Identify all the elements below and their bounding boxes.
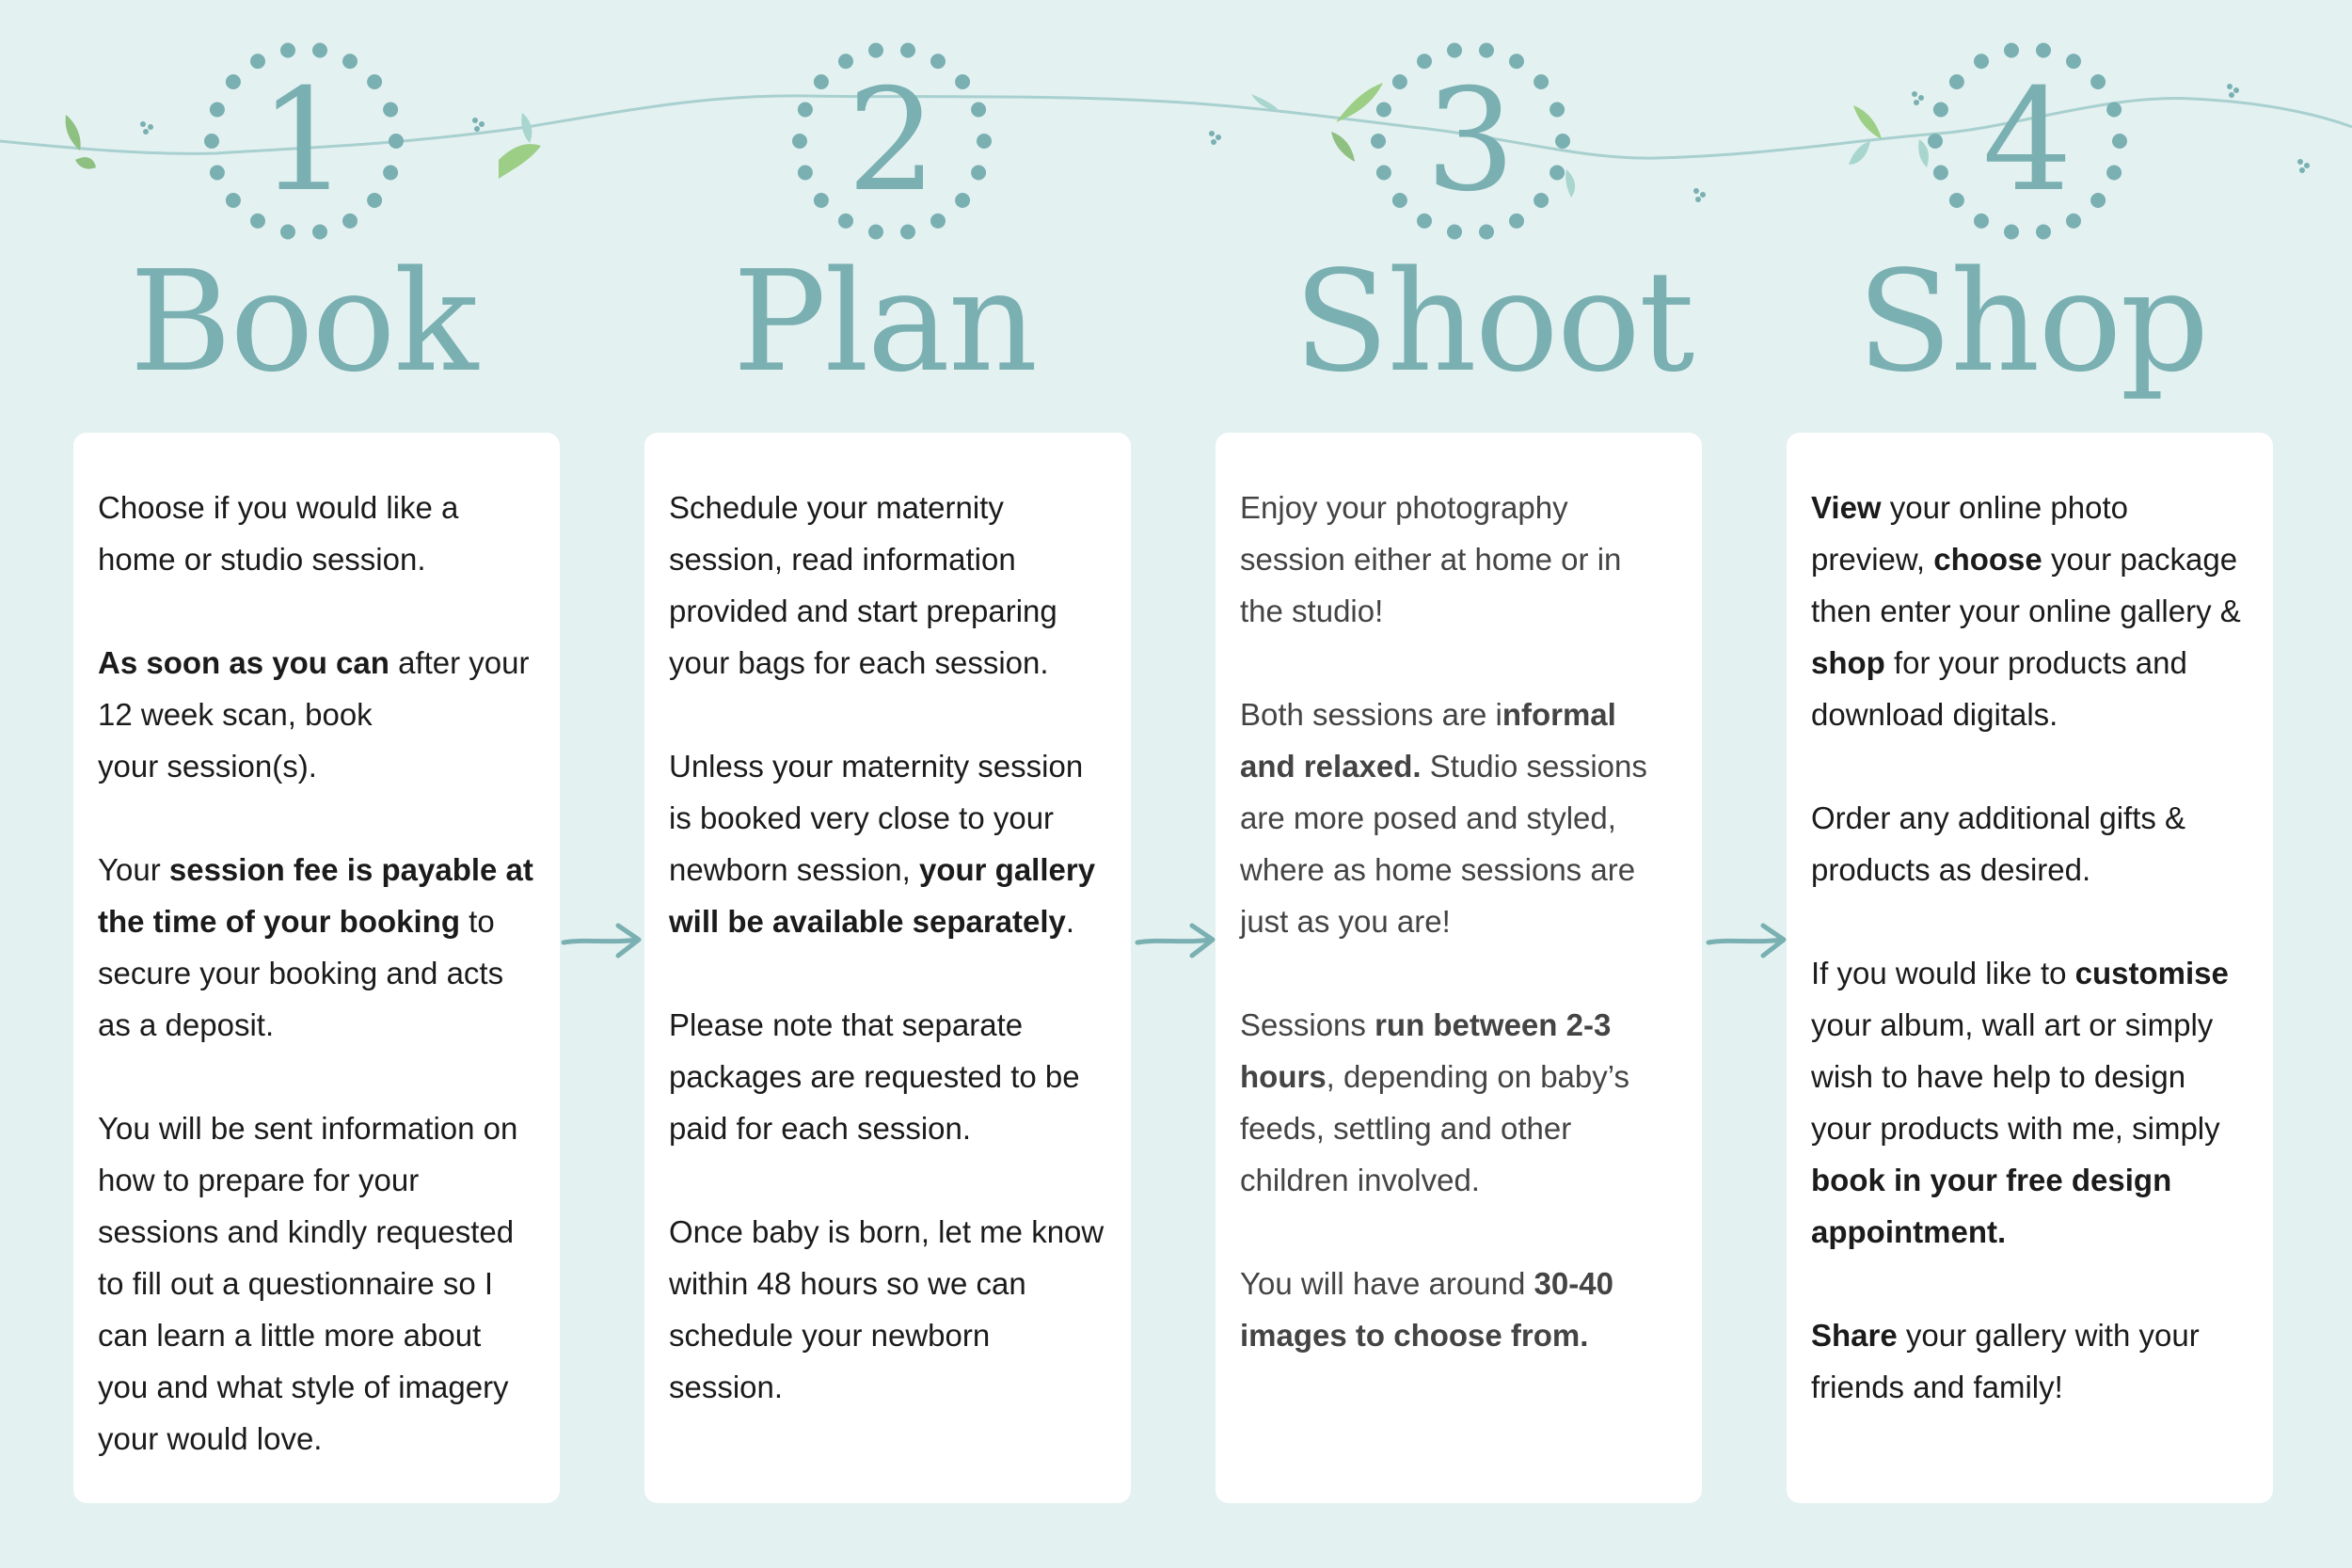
step-card-shoot xyxy=(1216,433,1702,1503)
step-number-3: 3 xyxy=(1425,59,1516,223)
step-number-2: 2 xyxy=(847,59,937,223)
card-paragraph xyxy=(98,637,535,792)
step-title-plan: Plan xyxy=(732,241,1037,403)
card-paragraph xyxy=(669,1206,1106,1413)
bold-text: nformal and relaxed. xyxy=(1240,697,1616,784)
card-paragraph xyxy=(669,482,1106,689)
card-paragraph xyxy=(98,482,535,585)
text-run: If you would like to xyxy=(1811,956,2075,990)
card-paragraph xyxy=(98,1102,535,1465)
card-paragraph xyxy=(1240,999,1677,1206)
step-card-book xyxy=(73,433,560,1503)
card-paragraph xyxy=(1240,1258,1677,1361)
card-paragraph xyxy=(1811,792,2249,895)
text-run: after your 12 week scan, book your session(s). xyxy=(98,645,530,784)
card-paragraph xyxy=(1811,947,2249,1258)
text-run: Sessions xyxy=(1240,1007,1375,1042)
bold-text: book in your free design appointment. xyxy=(1811,1163,2172,1249)
bold-text: View xyxy=(1811,490,1882,525)
text-run: your online photo preview, xyxy=(1811,490,2128,577)
card-paragraph xyxy=(1811,482,2249,740)
text-run: . xyxy=(1065,904,1075,939)
text-run: your album, wall art or simply wish to have help to design your products with me, simply xyxy=(1811,1007,2220,1146)
bold-text: your gallery will be available separately xyxy=(669,852,1096,939)
step-number-4: 4 xyxy=(1982,59,2073,223)
text-run: to secure your booking and acts as a deposit. xyxy=(98,904,504,1042)
bold-text: 30-40 images to choose from. xyxy=(1240,1266,1613,1353)
bold-text: Share xyxy=(1811,1318,1898,1353)
step-title-book: Book xyxy=(129,241,477,403)
step-card-shop xyxy=(1787,433,2273,1503)
text-run: Both sessions are i xyxy=(1240,697,1502,732)
text-run: , depending on baby’s feeds, settling and other children involved. xyxy=(1240,1059,1630,1197)
card-paragraph xyxy=(669,999,1106,1154)
bold-text: run between 2-3 hours xyxy=(1240,1007,1612,1094)
card-paragraph xyxy=(669,740,1106,947)
step-title-shoot: Shoot xyxy=(1294,241,1693,403)
arrow-right-icon xyxy=(560,920,644,961)
text-run: your package then enter your online gallery & xyxy=(1811,542,2241,628)
bold-text: customise xyxy=(2074,956,2229,990)
text-run: for your products and download digitals. xyxy=(1811,645,2187,732)
step-number-1: 1 xyxy=(259,59,349,223)
text-run: Your xyxy=(98,852,169,887)
text-run: Schedule your maternity session, read information provided and start preparing your bags for each session. xyxy=(669,490,1057,680)
text-run: Choose if you would like a home or studio session. xyxy=(98,490,459,577)
text-run: You will be sent information on how to prepare for your sessions and kindly requested to fill out a questionnaire so I can learn a little more about you and what style of imagery your would love. xyxy=(98,1111,518,1456)
text-run: Enjoy your photography session either at home or in the studio! xyxy=(1240,490,1622,628)
arrow-right-icon xyxy=(1705,920,1789,961)
dotted-circle-icons xyxy=(204,43,2127,240)
text-run: Once baby is born, let me know within 48 hours so we can schedule your newborn session. xyxy=(669,1214,1104,1404)
text-run: your gallery with your friends and family! xyxy=(1811,1318,2200,1404)
text-run: Please note that separate packages are requested to be paid for each session. xyxy=(669,1007,1080,1146)
text-run: Studio sessions are more posed and styled, where as home sessions are just as you are! xyxy=(1240,749,1647,939)
text-run: Order any additional gifts & products as desired. xyxy=(1811,800,2186,887)
card-paragraph xyxy=(1240,689,1677,947)
card-paragraph xyxy=(1240,482,1677,637)
bold-text: shop xyxy=(1811,645,1885,680)
step-title-shop: Shop xyxy=(1856,241,2208,403)
card-paragraph xyxy=(1811,1309,2249,1413)
bold-text: session fee is payable at the time of your booking xyxy=(98,852,533,939)
bold-text: choose xyxy=(1933,542,2042,577)
text-run: You will have around xyxy=(1240,1266,1534,1301)
arrow-right-icon xyxy=(1134,920,1218,961)
card-paragraph xyxy=(98,844,535,1051)
bold-text: As soon as you can xyxy=(98,645,389,680)
text-run: Unless your maternity session is booked very close to your newborn session, xyxy=(669,749,1084,887)
step-card-plan xyxy=(644,433,1131,1503)
